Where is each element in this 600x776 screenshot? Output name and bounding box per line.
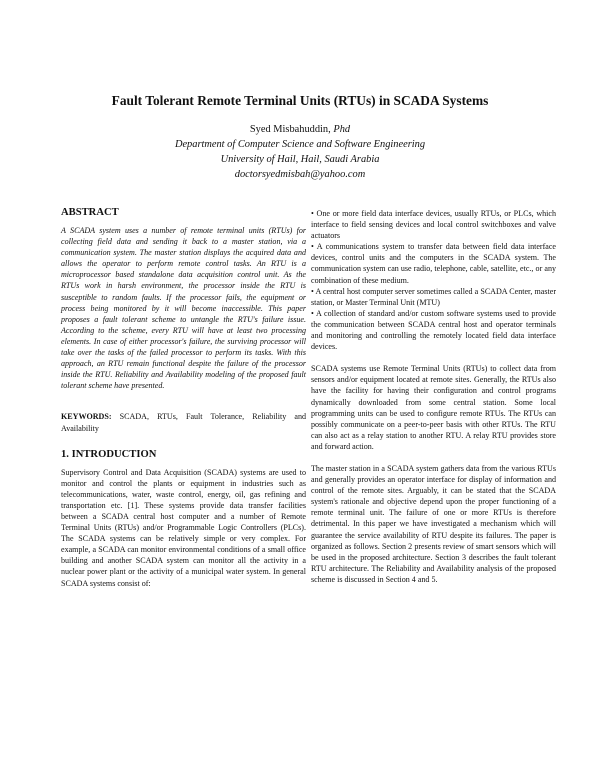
introduction-heading: 1. INTRODUCTION xyxy=(61,448,157,460)
left-column xyxy=(61,206,306,589)
keywords-label: KEYWORDS: xyxy=(61,412,112,422)
author-email: doctorsyedmisbah@yahoo.com xyxy=(234,169,366,180)
paper-title: Fault Tolerant Remote Terminal Units (RTUs) in SCADA Systems xyxy=(111,93,489,108)
author-name: Syed Misbahuddin, xyxy=(249,124,331,135)
author-university: University of Hail, Hail, Saudi Arabia xyxy=(220,154,380,165)
bullet-item: • A central host computer server sometimes called a SCADA Center, master station, or Master Terminal Unit (MTU) xyxy=(311,286,556,307)
master-station-paragraph: The master station in a SCADA system gathers data from the various RTUs and generally provides an operator interface for display of information and control of the remote sites. Arguably, it can be stated that the SCADA system's rationale and objective depend upon the proper functioning of a remote terminal unit. The failure of one or more RTUs is therefore detrimental. In this paper we have investigated a mechanism which will guarantee the service availability of RTU despite its failures. The paper is organized as follows. Section 2 presents review of smart sensors which will be used in the proposed architecture. Section 3 describes the fault tolerant RTU architecture. The Reliability and Availability analysis of the proposed scheme is discussed in Section 4 and 5. xyxy=(311,463,556,584)
bullet-item: • A communications system to transfer data between field data interface devices, control units and the computers in the SCADA system. The communication system can use radio, telephone, cable, satellite, etc., or any combination of these medium. xyxy=(311,242,556,285)
author-degree: Phd xyxy=(333,124,351,135)
introduction-text: Supervisory Control and Data Acquisition (SCADA) systems are used to monitor and control the plants or equipment in industries such as telecommunications, water, waste control, energy, oil, gas refining and transportation etc. [1]. These systems provide data transfer facilities between a SCADA central host computer and a number of Remote Terminal Units (RTUs) and/or Programmable Logic Controllers (PLCs). The SCADA systems can be relatively simple or very complex. For example, a SCADA can monitor environmental conditions of a small office building and another SCADA system can monitor all the activity in a nuclear power plant or the activity of a municipal water system. In general SCADA systems consist of: xyxy=(61,467,306,588)
abstract-heading: ABSTRACT xyxy=(61,207,119,218)
author-department: Department of Computer Science and Software Engineering xyxy=(174,139,426,150)
bullet-item: • One or more field data interface devices, usually RTUs, or PLCs, which interface to field sensing devices and local control switchboxes and valve actuators xyxy=(311,209,556,241)
abstract-text: A SCADA system uses a number of remote terminal units (RTUs) for collecting field data and sending it back to a master station, via a communication system. The master station displays the acquired data and allows the operator to perform remote control tasks. An RTU is a microprocessor based standalone data acquisition control unit. As the RTUs work in harsh environment, the processor inside the RTU is susceptible to random faults. If the processor fails, the equipment or process being monitored by it will become inaccessible. This paper proposes a fault tolerant scheme to untangle the RTU's failure issue. According to the scheme, every RTU will have at least two processing elements. In case of either processor's failure, the surviving processor will take over the tasks of the failed processor to perform its tasks. With this approach, an RTU remain functional despite the failure of the processor inside the RTU. Reliability and Availability modeling of the proposed fault tolerant scheme have presented. xyxy=(61,226,306,391)
right-column xyxy=(311,208,556,585)
keywords-text: SCADA, RTUs, Fault Tolerance, Reliability and Availability xyxy=(61,412,306,433)
author-block xyxy=(0,122,600,182)
author-line xyxy=(0,122,600,137)
bullet-item: • A collection of standard and/or custom software systems used to provide the communication between SCADA central host and operator terminals and monitoring and controlling the remotely located field data interface devices. xyxy=(311,308,556,352)
rtu-paragraph: SCADA systems use Remote Terminal Units (RTUs) to collect data from sensors and/or equipment located at remote sites. Generally, the RTUs also have the facility for having their configuration and control programs dynamically downloaded from some central station. Some local programming units can be used to configure remote RTUs. The RTUs can possibly communicate on a peer-to-peer basis with other RTUs. The RTU can also act as a relay station to another RTU. A relay RTU provides store and forward action. xyxy=(311,364,556,451)
keywords xyxy=(61,411,306,433)
